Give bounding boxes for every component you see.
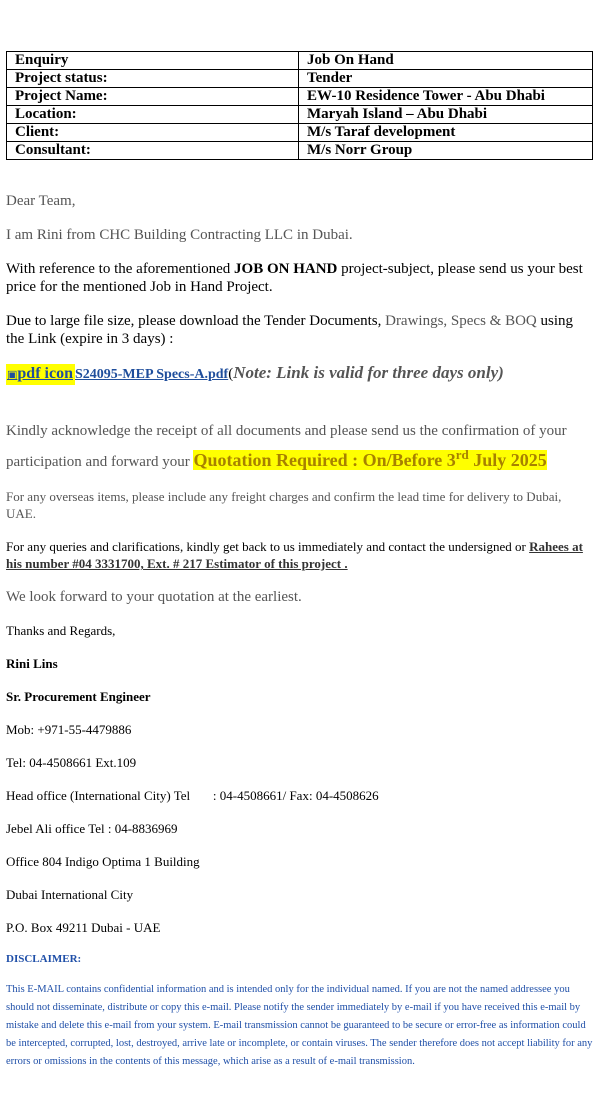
label-project-name: Project Name: bbox=[7, 88, 299, 106]
look-forward-line: We look forward to your quotation at the earliest. bbox=[6, 589, 302, 605]
acknowledge-text: Kindly acknowledge the receipt of all documents and please send us the confirmation of your participation and forward your bbox=[6, 423, 567, 470]
table-row bbox=[7, 88, 593, 106]
table-row bbox=[7, 70, 593, 88]
head-office-line: Head office (International City) Tel : 04-4508661/ Fax: 04-4508626 bbox=[6, 788, 379, 803]
deadline-main: Quotation Required : On/Before 3 bbox=[193, 450, 456, 470]
city-line: Dubai International City bbox=[6, 887, 134, 902]
estimator-contact: Rahees at his number #04 3331700, Ext. # 217 Estimator of this project . bbox=[6, 539, 583, 571]
link-validity-note: Note: Link is valid for three days only) bbox=[233, 363, 504, 382]
table-row bbox=[7, 124, 593, 142]
value-location: Maryah Island – Abu Dhabi bbox=[299, 106, 593, 124]
value-project-status: Tender bbox=[299, 70, 593, 88]
disclaimer-title: DISCLAIMER: bbox=[6, 953, 82, 965]
attachment-line bbox=[6, 363, 594, 385]
sender-name: Rini Lins bbox=[6, 656, 58, 671]
mobile-number: Mob: +971-55-4479886 bbox=[6, 722, 132, 737]
download-text-end: using the Link (expire in 3 days) : bbox=[6, 313, 574, 347]
acknowledge-paragraph bbox=[6, 419, 594, 474]
label-enquiry: Enquiry bbox=[7, 52, 299, 70]
office-address-line: Office 804 Indigo Optima 1 Building bbox=[6, 854, 200, 869]
label-location: Location: bbox=[7, 106, 299, 124]
reference-text-end: project-subject, please send us your best price for the mentioned Job in Hand Project. bbox=[6, 261, 583, 295]
email-content bbox=[6, 51, 594, 1071]
note-paren: ( bbox=[228, 366, 234, 382]
deadline-ordinal: rd bbox=[455, 447, 469, 462]
jebel-ali-office-line: Jebel Ali office Tel : 04-8836969 bbox=[6, 821, 178, 836]
thanks-line: Thanks and Regards, bbox=[6, 623, 116, 638]
pdf-icon-alt-text: pdf icon bbox=[17, 365, 73, 382]
label-project-status: Project status: bbox=[7, 70, 299, 88]
po-box-line: P.O. Box 49211 Dubai - UAE bbox=[6, 920, 161, 935]
table-row bbox=[7, 52, 593, 70]
job-info-table bbox=[6, 51, 593, 160]
documents-list: Drawings, Specs & BOQ bbox=[385, 313, 537, 329]
job-on-hand-emphasis: JOB ON HAND bbox=[234, 261, 338, 277]
value-project-name: EW-10 Residence Tower - Abu Dhabi bbox=[299, 88, 593, 106]
intro-paragraph: I am Rini from CHC Building Contracting LLC in Dubai. bbox=[6, 227, 353, 243]
reference-text-start: With reference to the aforementioned bbox=[6, 261, 235, 277]
label-client: Client: bbox=[7, 124, 299, 142]
deadline-month-year: July 2025 bbox=[468, 450, 547, 470]
value-enquiry: Job On Hand bbox=[299, 52, 593, 70]
table-row bbox=[7, 106, 593, 124]
greeting: Dear Team, bbox=[6, 193, 76, 209]
sender-title: Sr. Procurement Engineer bbox=[6, 689, 151, 704]
overseas-paragraph: For any overseas items, please include any freight charges and confirm the lead time for delivery to Dubai, UAE. bbox=[6, 489, 562, 521]
label-consultant: Consultant: bbox=[7, 142, 299, 160]
queries-paragraph bbox=[6, 538, 594, 572]
queries-text: For any queries and clarifications, kindly get back to us immediately and contact the undersigned or bbox=[6, 539, 530, 554]
attachment-link[interactable]: S24095-MEP Specs-A.pdf bbox=[74, 367, 229, 382]
table-row bbox=[7, 142, 593, 160]
quotation-deadline-highlight bbox=[193, 447, 547, 470]
download-paragraph bbox=[6, 312, 594, 348]
download-text-start: Due to large file size, please download the Tender Documents, bbox=[6, 313, 386, 329]
value-client: M/s Taraf development bbox=[299, 124, 593, 142]
reference-paragraph bbox=[6, 260, 594, 296]
disclaimer-text: This E-MAIL contains confidential information and is intended only for the individual named. If you are not the named addressee you should not disseminate, distribute or copy this e-mail. Please notify the sender immediately by e-mail if you have received this e-mail by mistake and delete this e-mail from your system. E-mail transmission cannot be guaranteed to be secure or error-free as information could be intercepted, corrupted, lost, destroyed, arrive late or incomplete, or contain viruses. The sender therefore does not accept liability for any errors or omissions in the contents of this message, which arise as a result of e-mail transmission. bbox=[6, 984, 593, 1067]
telephone-number: Tel: 04-4508661 Ext.109 bbox=[6, 755, 137, 770]
value-consultant: M/s Norr Group bbox=[299, 142, 593, 160]
pdf-icon[interactable]: ▣pdf icon bbox=[6, 364, 75, 385]
